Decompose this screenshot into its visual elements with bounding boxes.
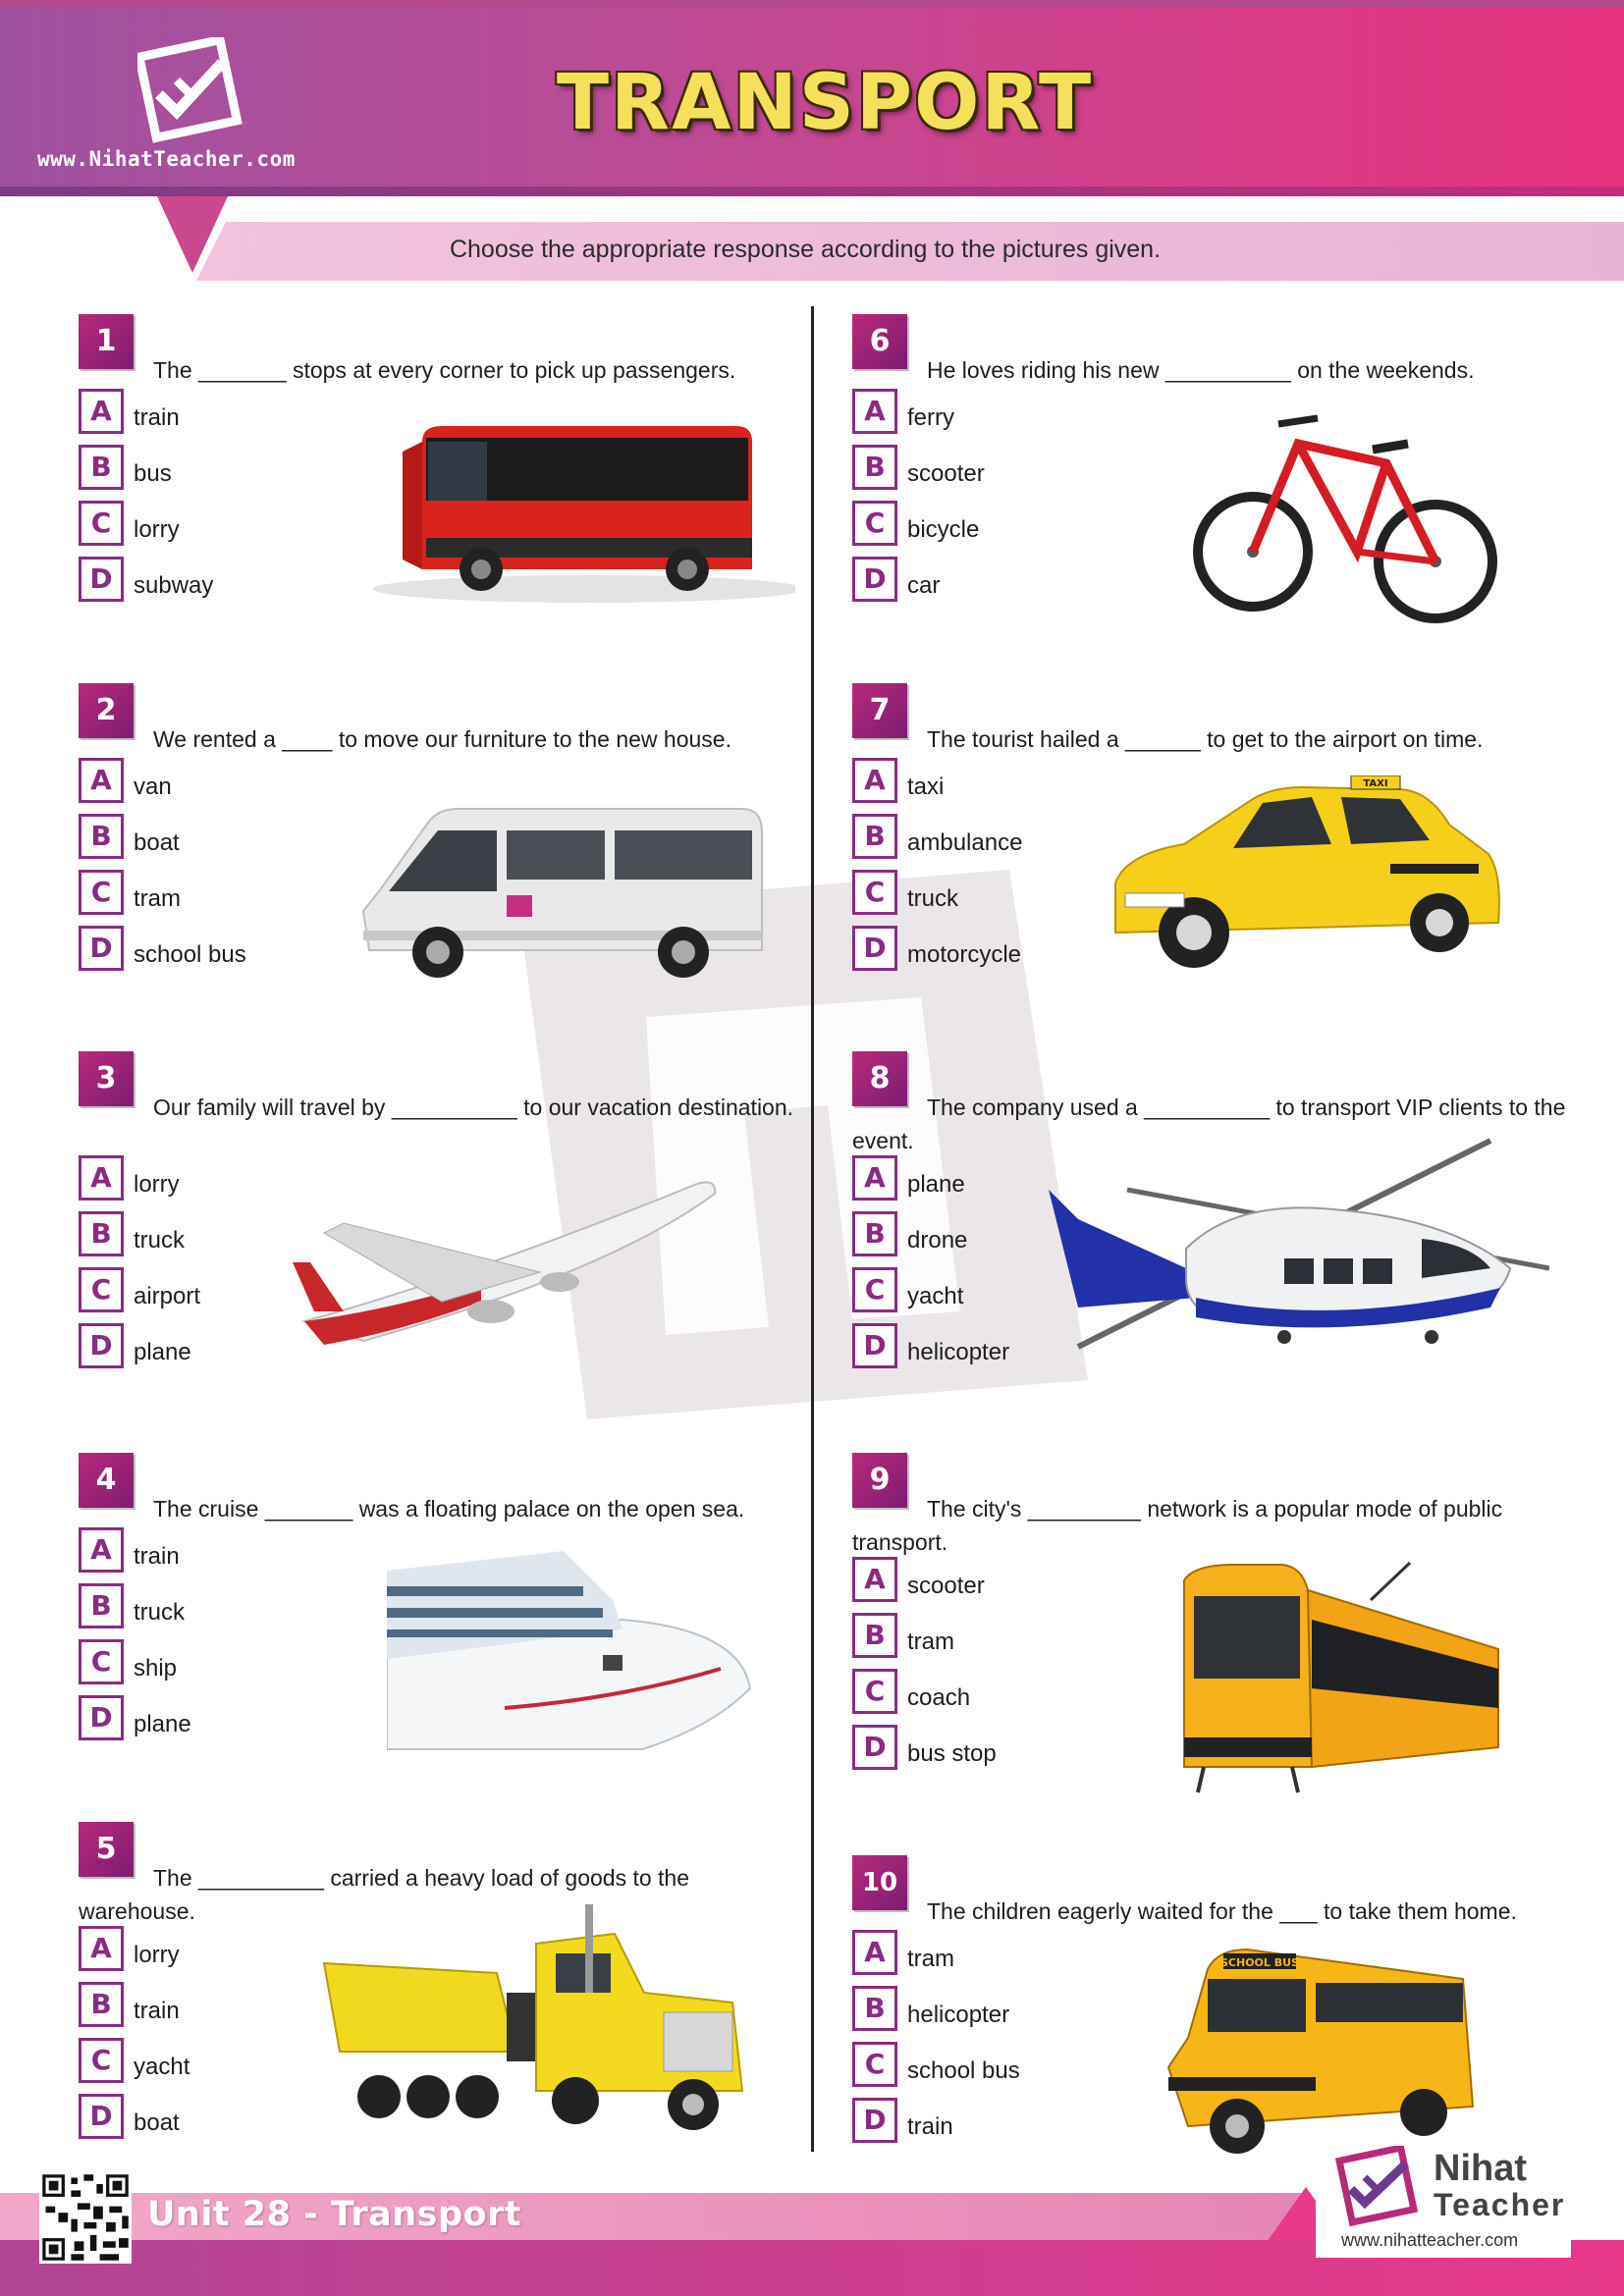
question-number: 7 <box>852 683 907 738</box>
option-label: taxi <box>907 774 945 800</box>
school-bus-sign-text: SCHOOL BUS <box>1220 1956 1299 1969</box>
option-label: train <box>134 1543 180 1570</box>
question-number: 3 <box>79 1051 134 1106</box>
option-label: tram <box>907 1629 954 1655</box>
option-c[interactable] <box>852 2042 1108 2098</box>
question-text: The children eagerly waited for the ___ to take them home. <box>927 1898 1517 1924</box>
plane-picture <box>285 1164 727 1361</box>
option-label: van <box>134 774 172 800</box>
option-a[interactable] <box>852 1557 1108 1613</box>
option-letter: D <box>79 926 124 971</box>
brand-name-line1: Nihat <box>1434 2148 1527 2189</box>
option-label: truck <box>134 1599 186 1626</box>
question-number: 9 <box>852 1453 907 1508</box>
option-label: boat <box>134 2109 180 2136</box>
option-label: helicopter <box>907 1339 1010 1365</box>
option-label: boat <box>134 829 180 856</box>
option-label: airport <box>134 1283 201 1309</box>
option-c[interactable] <box>79 2038 334 2094</box>
question-text: The __________ carried a heavy load of goods to the warehouse. <box>79 1865 690 1924</box>
unit-title: Unit 28 - Transport <box>147 2195 522 2234</box>
option-letter: C <box>852 1267 897 1312</box>
option-label: plane <box>907 1171 965 1198</box>
option-label: school bus <box>907 2057 1020 2084</box>
option-label: plane <box>134 1339 191 1365</box>
option-letter: C <box>852 1669 897 1714</box>
option-a[interactable] <box>852 758 1108 814</box>
option-d[interactable] <box>852 1725 1108 1781</box>
question-text: The city's _________ network is a popular mode of public transport. <box>852 1496 1503 1555</box>
option-letter: A <box>79 389 124 434</box>
column-divider <box>811 306 814 2152</box>
brand-logo-icon <box>1335 2146 1424 2228</box>
option-label: coach <box>907 1684 971 1711</box>
option-label: lorry <box>134 1942 180 1968</box>
option-b[interactable] <box>79 1583 334 1639</box>
option-label: train <box>134 404 180 431</box>
option-label: scooter <box>907 460 985 487</box>
option-letter: D <box>79 557 124 602</box>
option-letter: D <box>852 2098 897 2143</box>
option-label: drone <box>907 1227 968 1254</box>
question-text: The company used a __________ to transport VIP clients to the event. <box>852 1095 1566 1153</box>
option-a[interactable] <box>79 389 334 445</box>
option-a[interactable] <box>79 1926 334 1982</box>
bus-picture <box>363 412 795 609</box>
option-letter: B <box>79 445 124 490</box>
option-letter: A <box>79 1527 124 1573</box>
option-letter: A <box>79 1926 124 1971</box>
option-label: subway <box>134 572 214 599</box>
option-label: motorcycle <box>907 941 1022 968</box>
header-stripe <box>0 187 1624 196</box>
option-a[interactable] <box>79 1527 334 1583</box>
school-bus-picture <box>1149 1940 1479 2165</box>
tram-picture <box>1174 1561 1514 1796</box>
option-letter: C <box>79 870 124 915</box>
option-letter: A <box>852 389 897 434</box>
option-label: yacht <box>907 1283 964 1309</box>
question-text: The cruise _______ was a floating palace on the open sea. <box>153 1496 745 1522</box>
option-c[interactable] <box>79 501 334 557</box>
option-b[interactable] <box>79 814 334 870</box>
question-number: 10 <box>852 1855 907 1910</box>
option-c[interactable] <box>79 1639 334 1695</box>
qr-code-icon <box>39 2171 132 2264</box>
option-letter: A <box>79 1155 124 1201</box>
option-d[interactable] <box>79 926 334 982</box>
question-number: 4 <box>79 1453 134 1508</box>
option-label: train <box>907 2113 953 2140</box>
option-label: tram <box>134 885 181 912</box>
option-letter: A <box>852 1155 897 1201</box>
option-letter: B <box>852 1986 897 2031</box>
option-letter: A <box>79 758 124 803</box>
option-letter: D <box>852 1725 897 1770</box>
option-letter: C <box>852 501 897 546</box>
option-letter: B <box>852 1211 897 1256</box>
option-b[interactable] <box>852 445 1108 501</box>
option-d[interactable] <box>852 2098 1108 2154</box>
option-letter: D <box>79 1323 124 1368</box>
option-letter: A <box>852 1557 897 1602</box>
question-number: 8 <box>852 1051 907 1106</box>
option-label: lorry <box>134 1171 180 1198</box>
question-text: The tourist hailed a ______ to get to the airport on time. <box>927 726 1484 752</box>
option-label: school bus <box>134 941 246 968</box>
question-number: 6 <box>852 314 907 369</box>
question-number: 2 <box>79 683 134 738</box>
option-label: yacht <box>134 2054 190 2080</box>
option-b[interactable] <box>852 814 1108 870</box>
option-c[interactable] <box>79 870 334 926</box>
option-label: helicopter <box>907 2002 1010 2028</box>
option-label: bus <box>134 460 172 487</box>
lorry-picture <box>320 1904 752 2140</box>
option-letter: D <box>852 557 897 602</box>
option-c[interactable] <box>852 501 1108 557</box>
option-b[interactable] <box>852 1613 1108 1669</box>
option-letter: C <box>852 2042 897 2087</box>
option-label: bicycle <box>907 516 980 543</box>
option-letter: C <box>852 870 897 915</box>
question-text: The _______ stops at every corner to pick up passengers. <box>153 357 736 383</box>
option-letter: C <box>79 1639 124 1684</box>
option-d[interactable] <box>79 557 334 613</box>
brand-url: www.nihatteacher.com <box>1341 2230 1519 2250</box>
option-letter: D <box>79 1695 124 1740</box>
option-letter: B <box>852 814 897 859</box>
ship-picture <box>387 1531 760 1757</box>
option-a[interactable] <box>79 758 334 814</box>
question-number: 5 <box>79 1822 134 1877</box>
option-label: plane <box>134 1711 191 1737</box>
option-letter: B <box>79 1982 124 2027</box>
option-label: truck <box>134 1227 186 1254</box>
option-letter: B <box>79 1211 124 1256</box>
option-c[interactable] <box>852 1669 1108 1725</box>
option-d[interactable] <box>79 1695 334 1751</box>
helicopter-picture <box>1039 1131 1549 1376</box>
instruction-text: Choose the appropriate response according to the pictures given. <box>449 236 1162 263</box>
option-letter: A <box>852 1930 897 1975</box>
option-d[interactable] <box>852 557 1108 613</box>
option-a[interactable] <box>852 1930 1108 1986</box>
option-letter: D <box>852 926 897 971</box>
option-label: lorry <box>134 516 180 543</box>
taxi-sign-text: TAXI <box>1363 778 1388 789</box>
nihat-teacher-logo-icon <box>137 37 244 143</box>
option-label: truck <box>907 885 959 912</box>
option-label: tram <box>907 1946 954 1972</box>
option-letter: B <box>79 1583 124 1629</box>
question-text: Our family will travel by __________ to our vacation destination. <box>153 1095 794 1120</box>
option-letter: D <box>79 2094 124 2139</box>
option-b[interactable] <box>79 1982 334 2038</box>
option-d[interactable] <box>852 926 1108 982</box>
page-title: TRANSPORT <box>556 59 1094 147</box>
option-c[interactable] <box>852 870 1108 926</box>
option-letter: C <box>79 1267 124 1312</box>
option-label: scooter <box>907 1573 985 1599</box>
option-b[interactable] <box>852 1986 1108 2042</box>
question-text: He loves riding his new __________ on the weekends. <box>927 357 1475 383</box>
option-d[interactable] <box>79 2094 334 2150</box>
question-number: 1 <box>79 314 134 369</box>
option-letter: B <box>852 445 897 490</box>
option-letter: A <box>852 758 897 803</box>
taxi-picture <box>1106 775 1508 982</box>
option-b[interactable] <box>79 445 334 501</box>
option-label: ship <box>134 1655 178 1682</box>
option-letter: B <box>852 1613 897 1658</box>
option-label: bus stop <box>907 1740 997 1767</box>
option-letter: B <box>79 814 124 859</box>
van-picture <box>350 793 766 980</box>
bicycle-picture <box>1190 404 1504 640</box>
option-label: train <box>134 1998 180 2024</box>
question-text: We rented a ____ to move our furniture to the new house. <box>153 726 731 752</box>
site-url: www.NihatTeacher.com <box>37 147 296 171</box>
option-label: ferry <box>907 404 954 431</box>
option-a[interactable] <box>852 389 1108 445</box>
option-label: ambulance <box>907 829 1023 856</box>
option-label: car <box>907 572 941 599</box>
option-letter: C <box>79 2038 124 2083</box>
header-top-line <box>0 0 1624 8</box>
option-letter: C <box>79 501 124 546</box>
option-letter: D <box>852 1323 897 1368</box>
brand-name-line2: Teacher <box>1434 2187 1566 2222</box>
